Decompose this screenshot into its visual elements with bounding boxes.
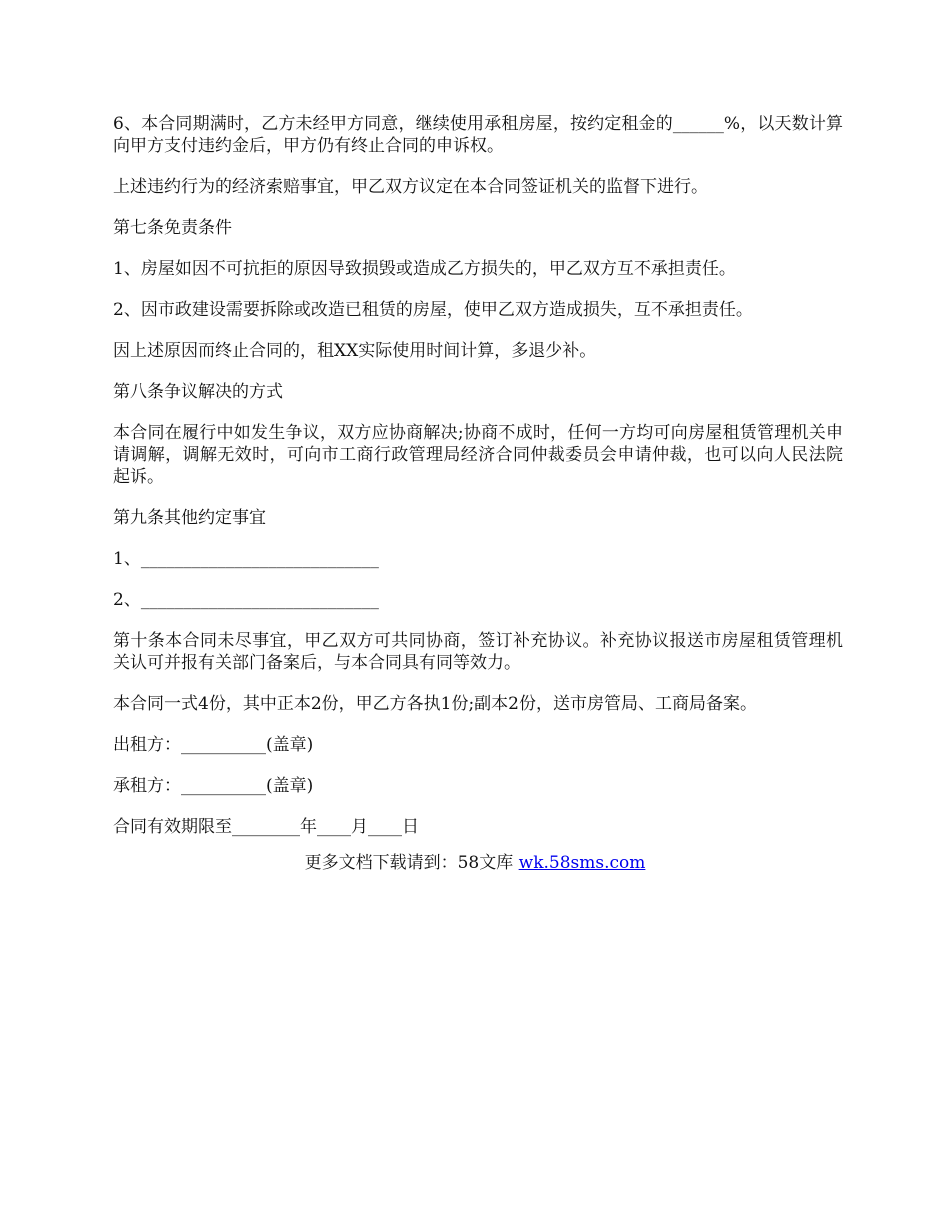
article-7-heading: 第七条免责条件 bbox=[113, 218, 232, 238]
dispute-resolution-paragraph: 本合同在履行中如发生争议，双方应协商解决;协商不成时，任何一方均可向房屋租赁管理机关申请调解，调解无效时，可向市工商行政管理局经济合同仲裁委员会申请仲裁，也可以向人民法院起诉。 bbox=[113, 423, 843, 487]
footer bbox=[0, 852, 950, 874]
other-item-1-blank: 1、____________________________ bbox=[113, 549, 379, 569]
copies-paragraph: 本合同一式4份，其中正本2份，甲乙方各执1份;副本2份，送市房管局、工商局备案。 bbox=[113, 694, 757, 714]
article-8-heading: 第八条争议解决的方式 bbox=[113, 382, 283, 402]
lessee-signature-line: 承租方：__________(盖章) bbox=[113, 776, 314, 796]
validity-date-line: 合同有效期限至________年____月____日 bbox=[113, 817, 419, 837]
exemption-item-2: 2、因市政建设需要拆除或改造已租赁的房屋，使甲乙双方造成损失，互不承担责任。 bbox=[113, 300, 753, 320]
footer-text: 更多文档下载请到：58文库 bbox=[304, 853, 519, 873]
clause-6-paragraph: 6、本合同期满时，乙方未经甲方同意，继续使用承租房屋，按约定租金的______%，以天数计算向甲方支付违约金后，甲方仍有终止合同的申诉权。 bbox=[113, 114, 843, 156]
other-item-2-blank: 2、____________________________ bbox=[113, 590, 379, 610]
exemption-item-1: 1、房屋如因不可抗拒的原因导致损毁或造成乙方损失的，甲乙双方互不承担责任。 bbox=[113, 259, 736, 279]
article-10-paragraph: 第十条本合同未尽事宜，甲乙双方可共同协商，签订补充协议。补充协议报送市房屋租赁管理机关认可并报有关部门备案后，与本合同具有同等效力。 bbox=[113, 631, 843, 673]
document-body bbox=[113, 113, 843, 857]
lessor-signature-line: 出租方：__________(盖章) bbox=[113, 735, 314, 755]
termination-refund-paragraph: 因上述原因而终止合同的，租XX实际使用时间计算，多退少补。 bbox=[113, 341, 597, 361]
article-9-heading: 第九条其他约定事宜 bbox=[113, 508, 266, 528]
footer-link[interactable]: wk.58sms.com bbox=[518, 853, 646, 873]
claims-supervision-paragraph: 上述违约行为的经济索赔事宜，甲乙双方议定在本合同签证机关的监督下进行。 bbox=[113, 177, 708, 197]
